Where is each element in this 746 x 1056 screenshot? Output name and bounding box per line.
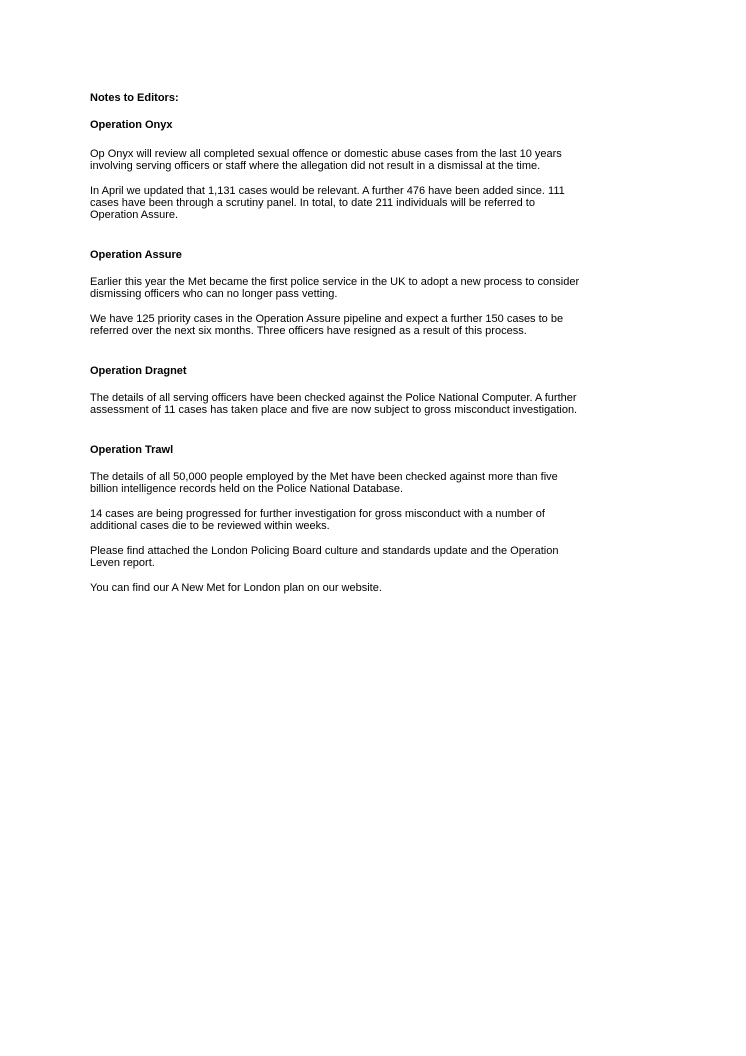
paragraph: We have 125 priority cases in the Operation Assure pipeline and expect a further 150 cases to be referred over the next six months. Three officers have resigned as a result of this process. [90, 313, 564, 337]
paragraph: 14 cases are being progressed for further investigation for gross misconduct with a number of additional cases die to be reviewed within weeks. [90, 508, 545, 532]
paragraph: Earlier this year the Met became the first police service in the UK to adopt a new process to consider dismissing officers who can no longer pass vetting. [90, 276, 580, 300]
paragraph: Op Onyx will review all completed sexual offence or domestic abuse cases from the last 10 years involving serving officers or staff where the allegation did not result in a dismissal at the time. [90, 148, 562, 172]
section-heading-operation-onyx: Operation Onyx [90, 119, 173, 131]
section-heading-operation-dragnet: Operation Dragnet [90, 365, 187, 377]
notes-to-editors-heading: Notes to Editors: [90, 92, 179, 104]
document-page [90, 92, 660, 594]
paragraph: Please find attached the London Policing Board culture and standards update and the Operation Leven report. [90, 545, 559, 569]
section-heading-operation-assure: Operation Assure [90, 249, 182, 261]
paragraph: The details of all serving officers have been checked against the Police National Computer. A further assessment of 11 cases has taken place and five are now subject to gross misconduct investigation. [90, 392, 578, 416]
paragraph: You can find our A New Met for London plan on our website. [90, 582, 382, 594]
paragraph: The details of all 50,000 people employed by the Met have been checked against more than five billion intelligence records held on the Police National Database. [90, 471, 558, 495]
section-heading-operation-trawl: Operation Trawl [90, 444, 174, 456]
paragraph: In April we updated that 1,131 cases would be relevant. A further 476 have been added since. 111 cases have been through a scrutiny panel. In total, to date 211 individuals will be referred to Operation Assure. [90, 185, 565, 221]
